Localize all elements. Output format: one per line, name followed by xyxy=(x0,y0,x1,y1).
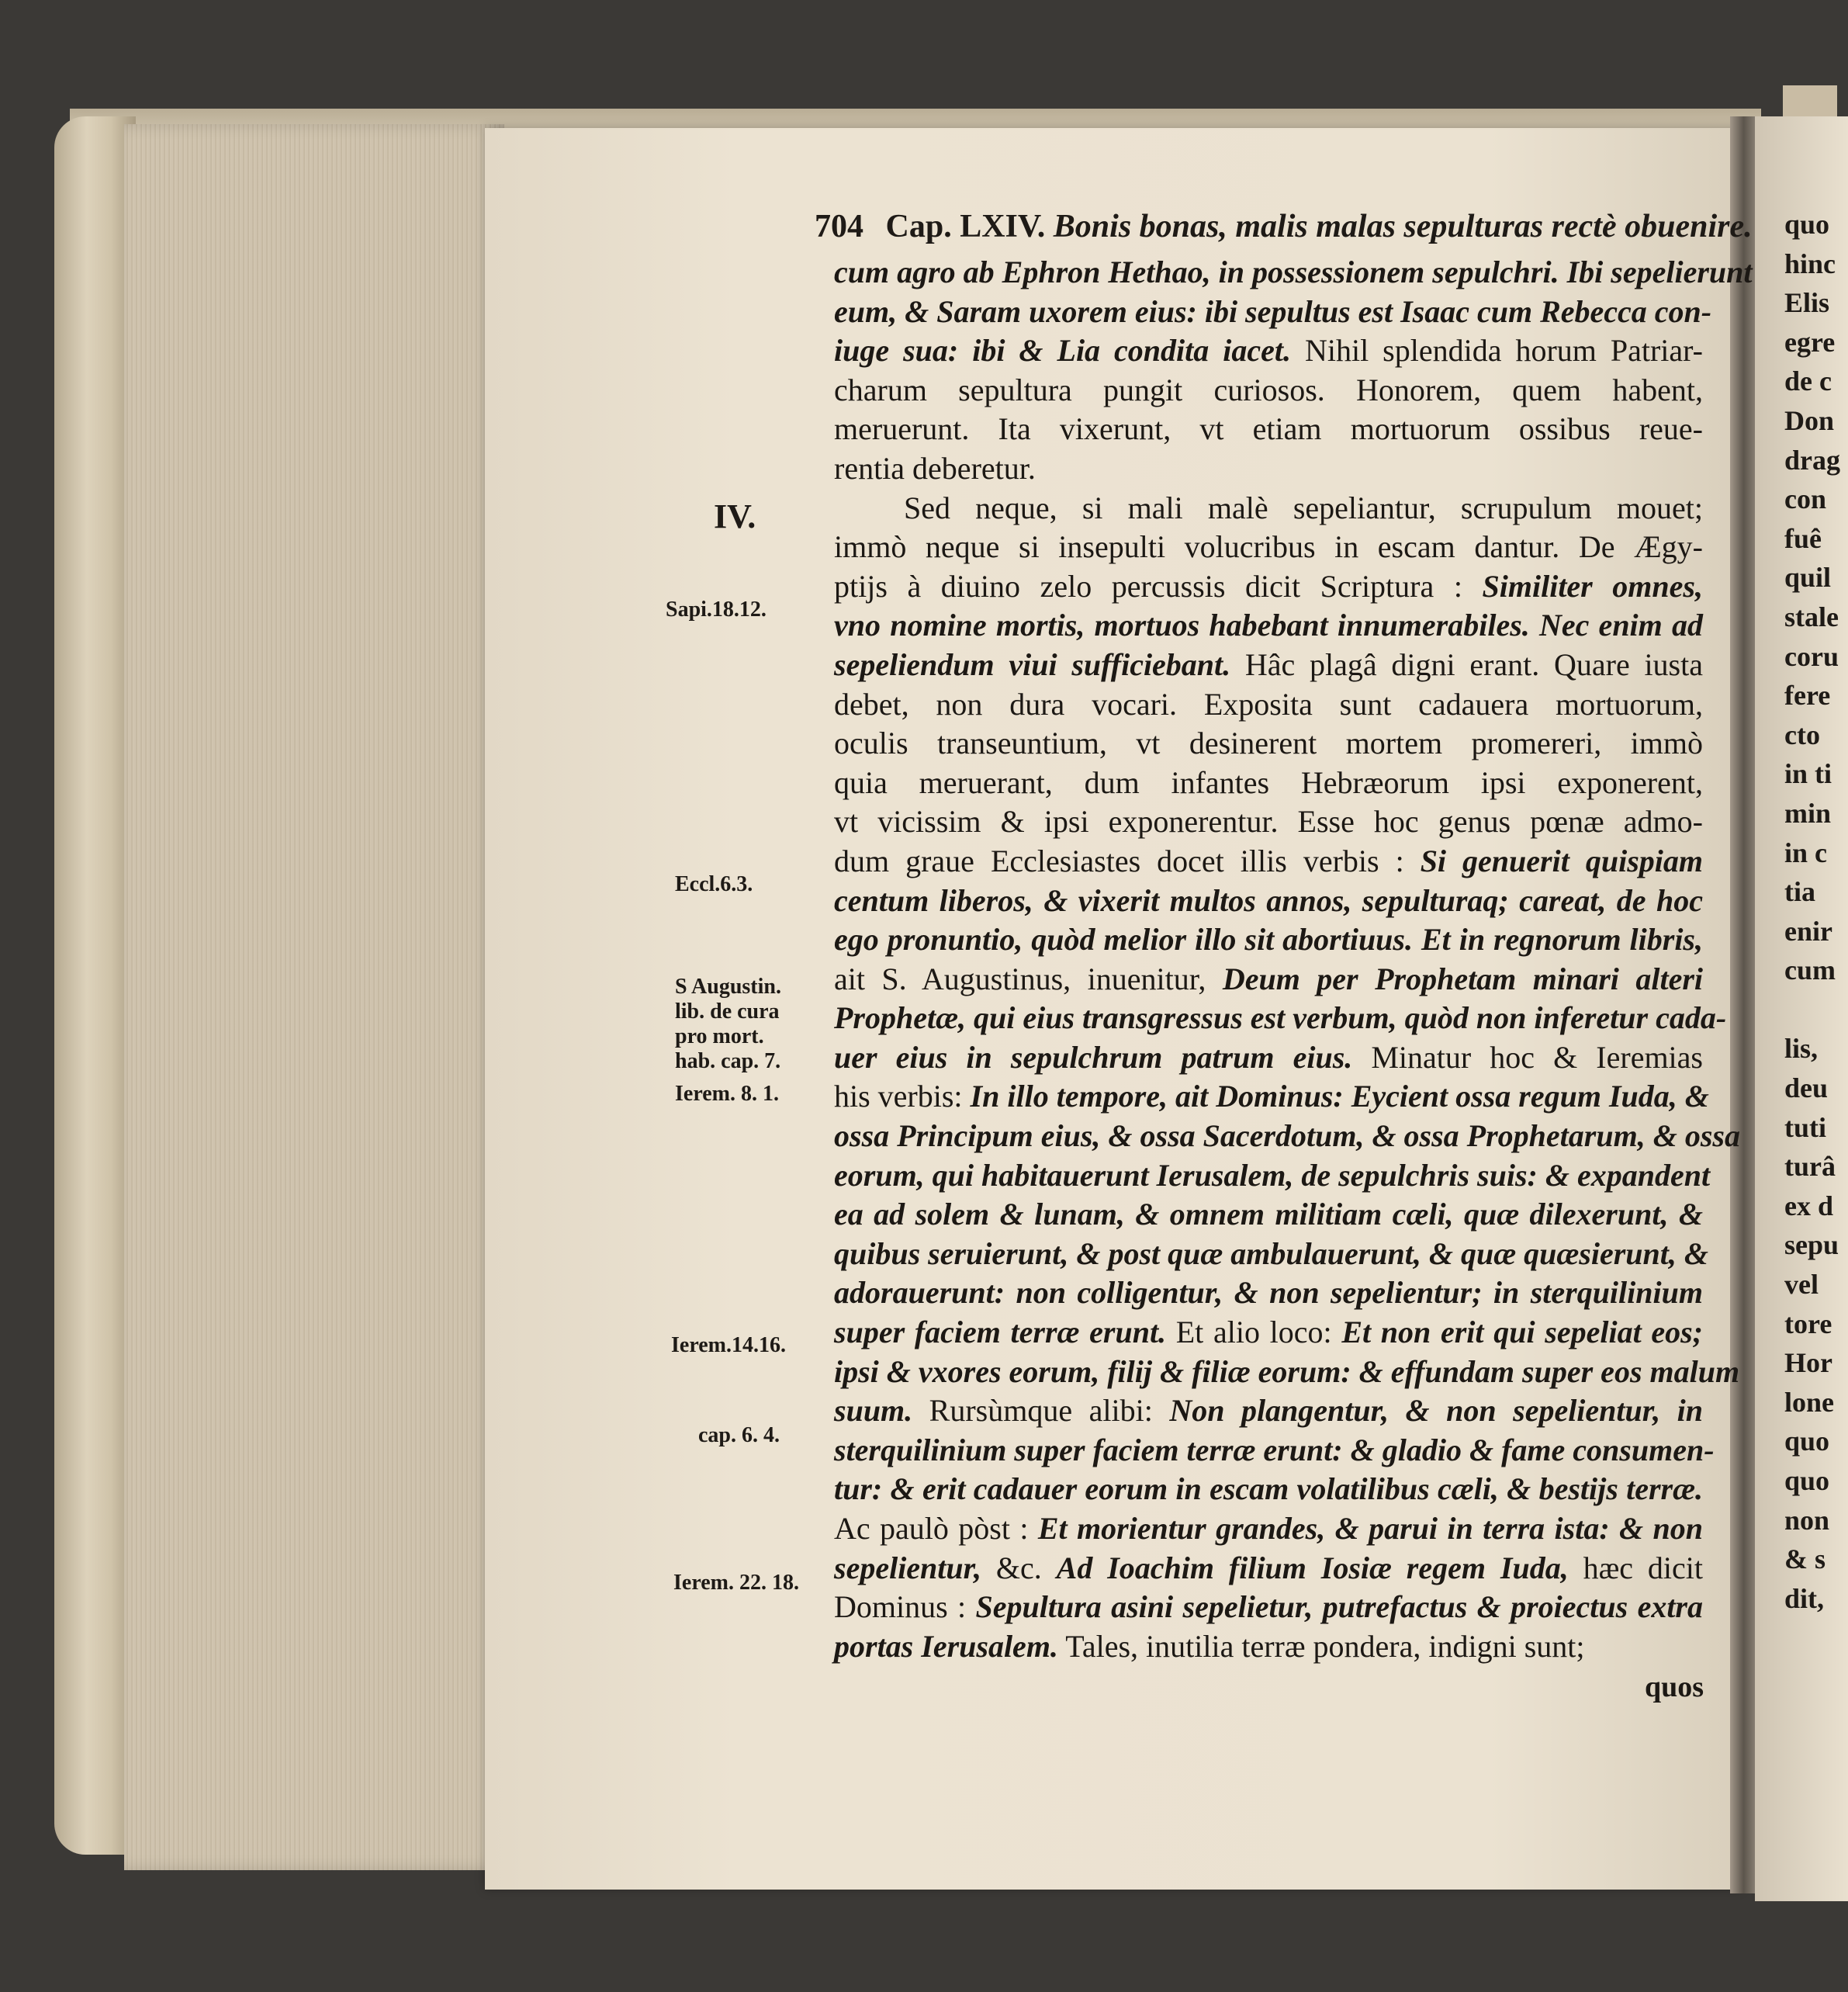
text-segment: ea ad solem & lunam, & omnem militiam cæli, quæ dilexerunt, & xyxy=(834,1197,1703,1232)
text-segment: adorauerunt: non colligentur, & non sepelientur; in sterquilinium xyxy=(834,1275,1703,1311)
text-segment: &c. xyxy=(995,1550,1057,1585)
text-segment: Similiter omnes, xyxy=(1482,568,1703,604)
text-segment: charum sepultura pungit curiosos. Honorem, quem habent, xyxy=(834,372,1703,407)
right-page-fragment: de c xyxy=(1784,365,1832,397)
text-segment: meruerunt. Ita vixerunt, vt etiam mortuorum ossibus reue- xyxy=(834,411,1703,447)
margin-note-augustine-4: hab. cap. 7. xyxy=(675,1049,781,1073)
margin-note-augustine-3: pro mort. xyxy=(675,1024,764,1048)
body-text xyxy=(834,253,1753,1666)
text-segment: iuge sua: ibi & Lia condita iacet. xyxy=(834,333,1291,369)
text-line xyxy=(834,1627,1703,1667)
right-page-fragment: enir xyxy=(1784,915,1832,947)
text-segment: Non plangentur, & non sepelientur, in xyxy=(1169,1393,1703,1429)
text-line xyxy=(834,1077,1709,1117)
text-line xyxy=(834,1273,1703,1313)
text-segment: tur: & erit cadauer eorum in escam volatilibus cæli, & bestijs terræ. xyxy=(834,1471,1703,1507)
text-segment: ptijs à diuino zelo percussis dicit Scriptura : xyxy=(834,568,1483,604)
text-segment: ipsi & vxores eorum, filij & filiæ eorum: & effundam super eos malum xyxy=(834,1353,1740,1389)
right-page-fragment: & s xyxy=(1784,1543,1826,1575)
running-head xyxy=(815,208,1753,247)
margin-note-sapientia: Sapi.18.12. xyxy=(666,598,767,622)
text-segment: eum, & Saram uxorem eius: ibi sepultus est Isaac cum Rebecca con- xyxy=(834,293,1712,329)
right-page-fragment: lis, xyxy=(1784,1033,1819,1065)
text-segment: Tales, inutilia terræ pondera, indigni sunt; xyxy=(1057,1628,1585,1664)
text-line xyxy=(834,1313,1703,1353)
right-page-fragment: sepu xyxy=(1784,1229,1839,1261)
text-line xyxy=(834,489,1703,528)
right-page-fragment: in c xyxy=(1784,837,1828,868)
text-segment: ossa Principum eius, & ossa Sacerdotum, & ossa Prophetarum, & ossa xyxy=(834,1118,1740,1154)
text-segment: rentia deberetur. xyxy=(834,450,1036,486)
text-segment: Sed neque, si mali malè sepeliantur, scrupulum mouet; xyxy=(904,490,1703,525)
text-line xyxy=(834,1588,1703,1627)
right-page-fragment: egre xyxy=(1784,326,1836,358)
text-line xyxy=(834,528,1703,567)
text-line xyxy=(834,253,1753,293)
text-line xyxy=(834,1235,1709,1274)
text-segment: suum. xyxy=(834,1393,913,1429)
right-page-fragment: tuti xyxy=(1784,1111,1826,1143)
margin-note-cap-6: cap. 6. 4. xyxy=(698,1423,780,1447)
text-line xyxy=(834,606,1703,646)
running-head-title: Bonis bonas, malis malas sepulturas rectè obuenire. xyxy=(1053,209,1753,244)
text-segment: Hâc plagâ digni erant. Quare iusta xyxy=(1230,646,1703,682)
text-line xyxy=(834,1431,1715,1471)
text-line xyxy=(834,999,1727,1038)
section-number: IV. xyxy=(714,497,756,535)
text-segment: sepeliendum viui sufficiebant. xyxy=(834,646,1231,682)
text-segment: centum liberos, & vixerit multos annos, sepulturaq; careat, de hoc xyxy=(834,882,1703,918)
right-page-fragment: lone xyxy=(1784,1386,1835,1418)
right-page-fragment: cto xyxy=(1784,719,1820,750)
text-segment: Deum per Prophetam minari alteri xyxy=(1222,961,1703,996)
text-segment: Ac paulò pòst : xyxy=(834,1511,1038,1546)
text-line xyxy=(834,724,1703,764)
text-segment: Rursùmque alibi: xyxy=(912,1393,1170,1429)
text-line xyxy=(834,449,1703,489)
text-line xyxy=(834,1038,1703,1078)
book-gutter xyxy=(1730,116,1757,1893)
text-line xyxy=(834,1549,1703,1588)
text-segment: Sepultura asini sepelietur, putrefactus & proiectus extra xyxy=(975,1589,1703,1625)
margin-note-augustine-1: S Augustin. xyxy=(675,975,781,999)
text-segment: sterquilinium super faciem terræ erunt: & gladio & fame consumen- xyxy=(834,1432,1715,1467)
margin-note-augustine-2: lib. de cura xyxy=(675,999,780,1024)
text-segment: ait S. Augustinus, inuenitur, xyxy=(834,961,1223,996)
margin-note-ecclesiastes: Eccl.6.3. xyxy=(675,872,753,896)
text-segment: oculis transeuntium, vt desinerent mortem promereri, immò xyxy=(834,726,1703,761)
text-segment: Et morientur grandes, & parui in terra ista: & non xyxy=(1037,1511,1703,1546)
margin-note-jeremiah-14: Ierem.14.16. xyxy=(671,1333,786,1357)
right-page-fragment xyxy=(1784,990,1835,1030)
text-line xyxy=(834,331,1703,371)
text-segment: eorum, qui habitauerunt Ierusalem, de sepulchris suis: & expandent xyxy=(834,1157,1711,1193)
page-number: 704 xyxy=(815,209,863,244)
text-segment: hæc dicit xyxy=(1568,1550,1703,1585)
right-page-fragment: min xyxy=(1784,797,1832,829)
right-page-fragment: quo xyxy=(1784,1426,1830,1457)
text-segment: sepelientur, xyxy=(834,1550,996,1585)
text-segment: Et alio loco: xyxy=(1166,1315,1342,1350)
text-line xyxy=(834,1117,1740,1156)
right-page-fragment: Don xyxy=(1784,404,1835,436)
running-head-chapter: Cap. LXIV. xyxy=(885,209,1046,244)
right-page-fragment: drag xyxy=(1784,444,1840,476)
text-segment: portas Ierusalem. xyxy=(834,1628,1058,1664)
right-page-fragment: vel xyxy=(1784,1269,1819,1301)
right-page-fragment: fuê xyxy=(1784,522,1822,554)
text-line xyxy=(834,646,1703,685)
text-segment: Dominus : xyxy=(834,1589,976,1625)
text-segment: immò neque si insepulti volucribus in escam dantur. De Ægy- xyxy=(834,529,1703,565)
right-page-fragment: deu xyxy=(1784,1072,1829,1104)
text-line xyxy=(834,960,1703,999)
right-page-fragment: in ti xyxy=(1784,758,1832,790)
right-page-fragment: dit, xyxy=(1784,1582,1825,1614)
text-line xyxy=(834,1470,1703,1509)
text-line xyxy=(834,764,1703,803)
margin-note-jeremiah-22: Ierem. 22. 18. xyxy=(673,1571,799,1595)
text-line xyxy=(834,842,1703,882)
right-page-fragment: tia xyxy=(1784,876,1815,908)
text-line xyxy=(834,802,1703,842)
right-page-fragment: quo xyxy=(1784,209,1830,240)
right-page-fragment: fere xyxy=(1784,680,1831,712)
text-segment: quia meruerant, dum infantes Hebræorum ipsi exponerent, xyxy=(834,764,1703,800)
text-line xyxy=(834,293,1712,332)
text-segment: In illo tempore, ait Dominus: Eycient ossa regum Iuda, & xyxy=(970,1079,1709,1114)
text-segment: cum agro ab Ephron Hethao, in possessionem sepulchri. Ibi sepelierunt xyxy=(834,255,1753,289)
text-line xyxy=(834,371,1703,411)
text-segment: Ad Ioachim filium Iosiæ regem Iuda, xyxy=(1056,1550,1569,1585)
text-segment: Minatur hoc & Ieremias xyxy=(1352,1039,1703,1075)
right-page-fragment: tore xyxy=(1784,1308,1832,1339)
text-segment: Et non erit qui sepeliat eos; xyxy=(1341,1315,1704,1350)
right-page-fragment: turâ xyxy=(1784,1151,1836,1183)
text-line xyxy=(834,920,1703,960)
text-segment: quibus seruierunt, & post quæ ambulauerunt, & quæ quæsierunt, & xyxy=(834,1235,1709,1271)
right-page-fragment: quo xyxy=(1784,1465,1830,1496)
right-page-fragment: ex d xyxy=(1784,1190,1833,1221)
text-line xyxy=(834,1391,1703,1431)
text-line xyxy=(834,1509,1703,1549)
text-line xyxy=(834,1195,1703,1235)
text-line xyxy=(834,1353,1740,1392)
margin-note-jeremiah-8: Ierem. 8. 1. xyxy=(675,1082,779,1106)
catchword: quos xyxy=(1645,1670,1704,1703)
right-page-fragment: Hor xyxy=(1784,1347,1832,1379)
text-line xyxy=(834,567,1703,607)
text-segment: ego pronuntio, quòd melior illo sit abortiuus. Et in regnorum libris, xyxy=(834,922,1703,958)
right-page-fragment: non xyxy=(1784,1504,1830,1536)
right-page-fragment: quil xyxy=(1784,562,1832,594)
page-edges xyxy=(124,124,504,1870)
text-line xyxy=(834,1156,1711,1196)
text-segment: uer eius in sepulchrum patrum eius. xyxy=(834,1039,1353,1075)
right-page-fragment: cum xyxy=(1784,954,1836,986)
text-segment: Si genuerit quispiam xyxy=(1420,843,1703,878)
right-page-text-fragments xyxy=(1784,205,1840,1618)
right-page-fragment: stale xyxy=(1784,601,1839,632)
text-segment: dum graue Ecclesiastes docet illis verbis : xyxy=(834,843,1421,878)
text-line xyxy=(834,410,1703,449)
text-segment: vt vicissim & ipsi exponerentur. Esse hoc genus pœnæ admo- xyxy=(834,804,1703,840)
right-page-fragment: coru xyxy=(1784,640,1839,672)
text-segment: debet, non dura vocari. Exposita sunt cadauera mortuorum, xyxy=(834,686,1703,722)
text-line xyxy=(834,882,1703,921)
text-segment: his verbis: xyxy=(834,1079,971,1114)
text-segment: super faciem terræ erunt. xyxy=(834,1315,1167,1350)
text-line xyxy=(834,685,1703,725)
text-segment: Prophetæ, qui eius transgressus est verbum, quòd non inferetur cada- xyxy=(834,1000,1727,1036)
right-page-fragment: con xyxy=(1784,483,1826,515)
text-segment: vno nomine mortis, mortuos habebant innumerabiles. Nec enim ad xyxy=(834,608,1703,643)
right-page-fragment: hinc xyxy=(1784,248,1836,279)
right-page-fragment: Elis xyxy=(1784,287,1830,319)
text-segment: Nihil splendida horum Patriar- xyxy=(1290,333,1704,369)
